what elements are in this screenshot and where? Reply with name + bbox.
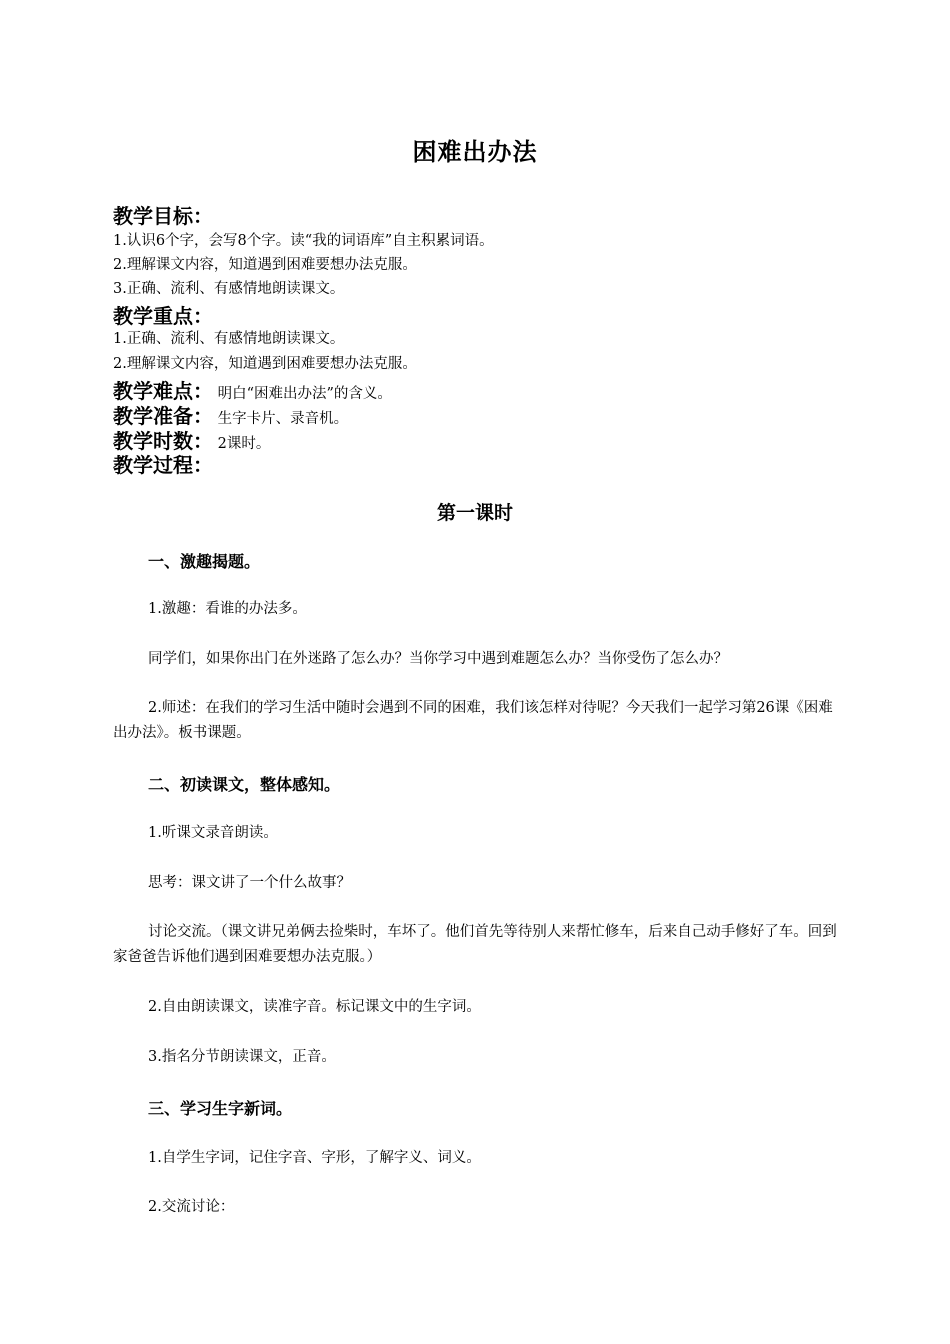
objectives-heading	[113, 200, 213, 229]
difficulty-text: 明白“困难出办法”的含义。	[217, 386, 392, 402]
process-label: 教学过程：	[113, 453, 213, 477]
section-1-para-2: 同学们，如果你出门在外迷路了怎么办？当你学习中遇到难题怎么办？当你受伤了怎么办？	[148, 651, 728, 667]
section-2-para-3: 讨论交流。（课文讲兄弟俩去捡柴时，车坏了。他们首先等待别人来帮忙修车，后来自己动手修好了车。回到家爸爸告诉他们遇到困难要想办法克服。）	[113, 924, 837, 965]
section-2-para-4: 2.自由朗读课文，读准字音。标记课文中的生字词。	[148, 999, 481, 1015]
key-point-item-2: 2.理解课文内容，知道遇到困难要想办法克服。	[113, 356, 417, 372]
section-2-para-1: 1.听课文录音朗读。	[148, 825, 278, 841]
objective-item-2: 2.理解课文内容，知道遇到困难要想办法克服。	[113, 257, 417, 273]
section-3-heading: 三、学习生字新词。	[148, 1099, 293, 1118]
hours-label: 教学时数：	[113, 429, 213, 453]
objective-item-1: 1.认识6个字，会写8个字。读“我的词语库”自主积累词语。	[113, 233, 494, 249]
objectives-label: 教学目标：	[113, 204, 213, 228]
objective-item-3: 3.正确、流利、有感情地朗读课文。	[113, 281, 345, 297]
section-3-para-2: 2.交流讨论：	[148, 1199, 235, 1215]
key-points-label: 教学重点：	[113, 304, 213, 328]
section-2-para-2: 思考：课文讲了一个什么故事？	[148, 875, 351, 891]
section-1-heading: 一、激趣揭题。	[148, 552, 261, 571]
preparation-label: 教学准备：	[113, 404, 213, 428]
document-title: 困难出办法	[412, 138, 538, 166]
section-1-para-3: 2.师述：在我们的学习生活中随时会遇到不同的困难，我们该怎样对待呢？今天我们一起学习第26课《困难出办法》。板书课题。	[113, 700, 833, 741]
key-point-item-1: 1.正确、流利、有感情地朗读课文。	[113, 331, 345, 347]
preparation-text: 生字卡片、录音机。	[217, 411, 349, 427]
difficulty-label: 教学难点：	[113, 379, 213, 403]
lesson-1-title: 第一课时	[436, 502, 513, 524]
section-2-para-5: 3.指名分节朗读课文，正音。	[148, 1049, 336, 1065]
hours-text: 2课时。	[217, 436, 271, 452]
section-1-para-1: 1.激趣：看谁的办法多。	[148, 601, 307, 617]
process-heading	[113, 449, 213, 478]
section-3-para-1: 1.自学生字词，记住字音、字形，了解字义、词义。	[148, 1150, 481, 1166]
section-2-heading: 二、初读课文，整体感知。	[148, 775, 341, 794]
key-points-heading	[113, 300, 213, 329]
